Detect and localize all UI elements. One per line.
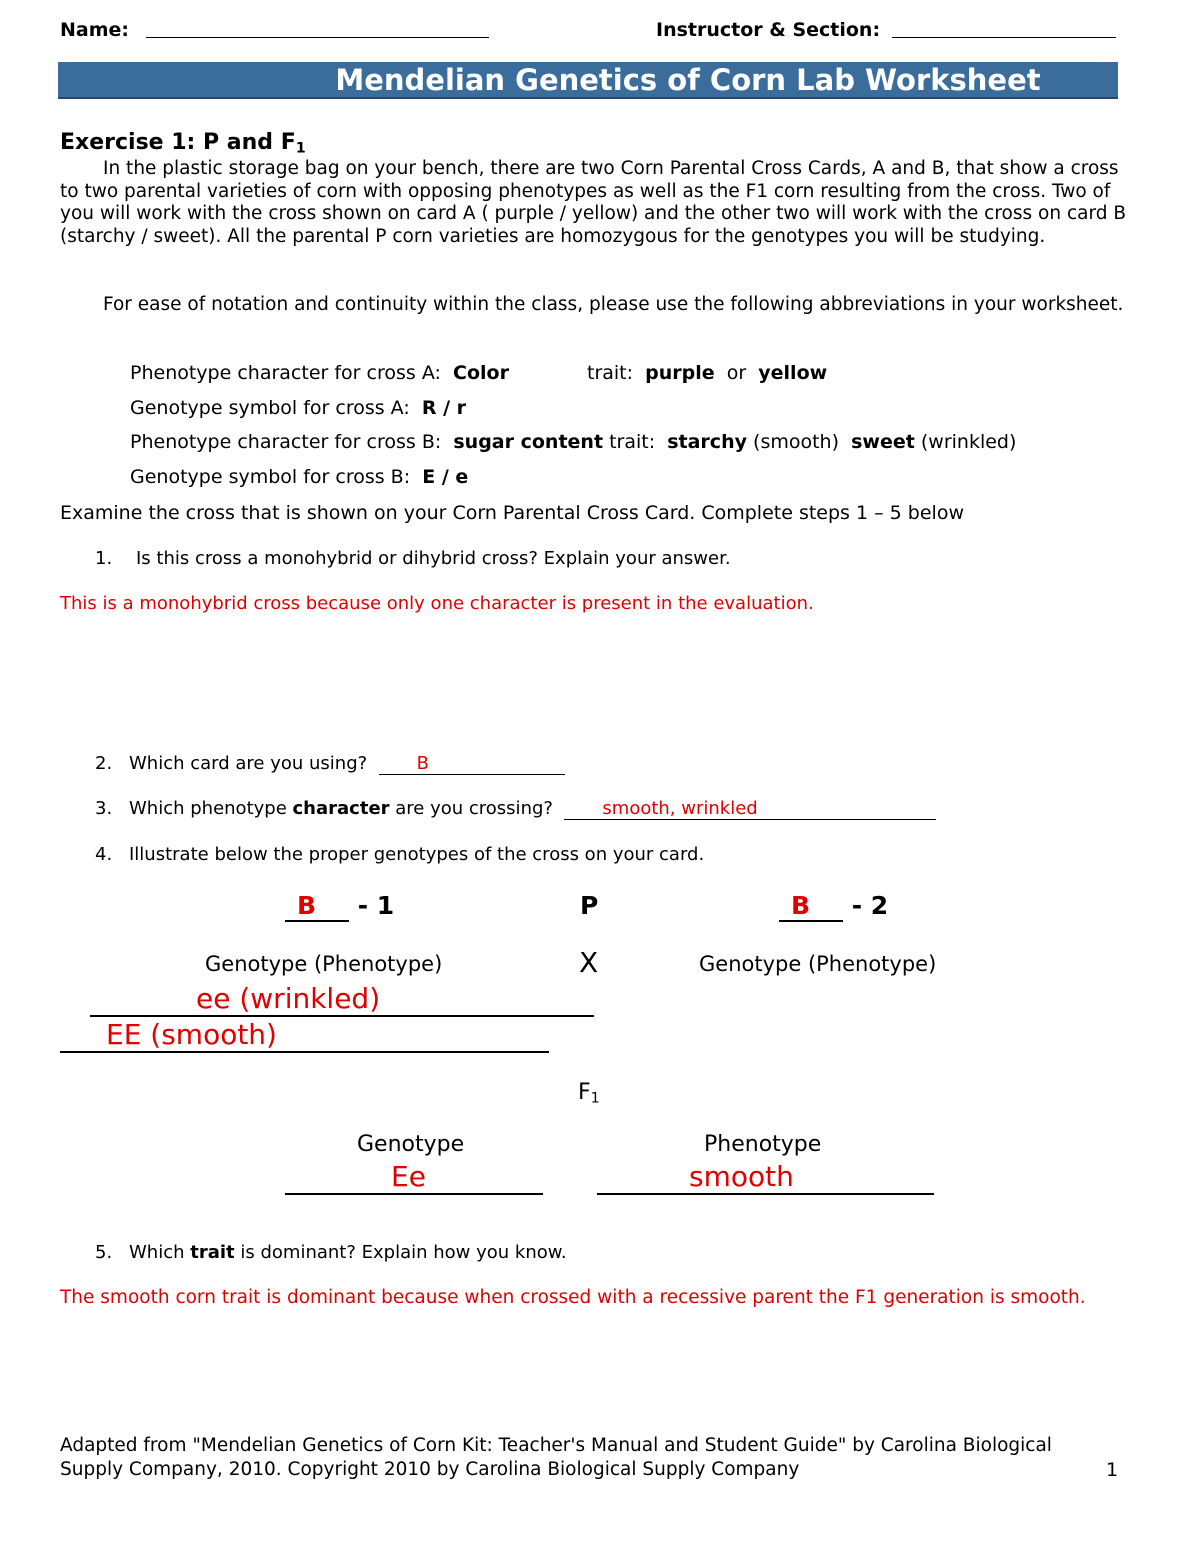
name-field[interactable]	[146, 22, 489, 38]
f1-genotype-answer: Ee	[391, 1160, 426, 1193]
instructor-field[interactable]	[892, 22, 1116, 38]
page-title: Mendelian Genetics of Corn Lab Worksheet	[335, 63, 1041, 97]
parent-1-genotype[interactable]	[90, 982, 594, 1017]
footer-line-2: Supply Company, 2010. Copyright 2010 by Carolina Biological Supply Company	[60, 1459, 800, 1480]
question-2: Which card are you using? B	[129, 753, 565, 775]
parent-2-genotype[interactable]	[60, 1018, 549, 1053]
parent-2-genotype-answer: EE (smooth)	[106, 1018, 277, 1051]
instructor-label: Instructor & Section:	[656, 19, 881, 41]
question-4: Illustrate below the proper genotypes of the cross on your card.	[129, 844, 705, 865]
p-generation-label: P	[580, 891, 599, 920]
answer-3: smooth, wrinkled	[602, 798, 758, 819]
parent-1-label: B - 1	[285, 891, 394, 922]
abbrev-row-genotype-a: Genotype symbol for cross A: R / r	[130, 397, 467, 419]
f1-genotype-blank[interactable]	[285, 1160, 543, 1195]
f1-label: $F_1$	[578, 1080, 600, 1107]
answer-5: The smooth corn trait is dominant because when crossed with a recessive parent the F1 generation is smooth.	[60, 1287, 1086, 1308]
footer-line-1: Adapted from "Mendelian Genetics of Corn Kit: Teacher's Manual and Student Guide" by Carolina Biological	[60, 1435, 1052, 1456]
abbrev-row-sugar: Phenotype character for cross B: sugar content trait: starchy (smooth) sweet (wrinkled)	[130, 431, 1017, 453]
instructions: Examine the cross that is shown on your Corn Parental Cross Card. Complete steps 1 – 5 below	[60, 502, 964, 524]
parent-1-caption: Genotype (Phenotype)	[205, 952, 443, 976]
answer-2: B	[416, 753, 430, 774]
question-4-number: 4.	[95, 844, 113, 865]
title-bar	[58, 62, 1118, 99]
abbrev-row-color: Phenotype character for cross A: Color	[130, 362, 509, 384]
f1-phenotype-label: Phenotype	[704, 1132, 822, 1157]
parent-2-label: B - 2	[779, 891, 888, 922]
question-1: Is this cross a monohybrid or dihybrid cross? Explain your answer.	[136, 548, 731, 569]
answer-1: This is a monohybrid cross because only one character is present in the evaluation.	[60, 593, 814, 614]
question-5: Which trait is dominant? Explain how you know.	[129, 1242, 567, 1263]
parent-1-card: B	[297, 891, 317, 920]
f1-phenotype-answer: smooth	[689, 1160, 794, 1193]
name-label: Name:	[60, 19, 130, 41]
abbrev-row-color-traits: trait: purple or yellow	[587, 362, 828, 384]
page-number: 1	[1106, 1459, 1119, 1481]
question-3: Which phenotype character are you crossing? smooth, wrinkled	[129, 798, 936, 820]
parent-1-blank[interactable]	[285, 891, 349, 922]
parent-2-caption: Genotype (Phenotype)	[699, 952, 937, 976]
notation-paragraph: For ease of notation and continuity within the class, please use the following abbreviations in your worksheet.	[103, 294, 1124, 315]
f1-genotype-label: Genotype	[357, 1132, 465, 1157]
parent-1-genotype-answer: ee (wrinkled)	[196, 982, 381, 1015]
exercise-heading: Exercise 1: P and $F_1$	[60, 130, 306, 157]
question-5-number: 5.	[95, 1242, 113, 1263]
f1-phenotype-blank[interactable]	[597, 1160, 934, 1195]
answer-3-blank[interactable]	[564, 798, 936, 820]
intro-paragraph: In the plastic storage bag on your bench, there are two Corn Parental Cross Cards, A and B, that show a cross to two parental varieties of corn with opposing phenotypes as well as the F1 corn resulting from the cross. Two of you will work with the cross shown on card A ( purple / yellow) and the other two will work with the cross on card B (starchy / sweet). All the parental P corn varieties are homozygous for the genotypes you will be studying.	[60, 158, 1127, 247]
question-2-number: 2.	[95, 753, 113, 774]
answer-2-blank[interactable]	[379, 753, 565, 775]
cross-x-symbol: X	[579, 946, 599, 979]
question-3-number: 3.	[95, 798, 113, 819]
parent-2-card: B	[791, 891, 811, 920]
abbrev-row-genotype-b: Genotype symbol for cross B: E / e	[130, 466, 469, 488]
question-1-number: 1.	[95, 548, 113, 569]
parent-2-blank[interactable]	[779, 891, 843, 922]
